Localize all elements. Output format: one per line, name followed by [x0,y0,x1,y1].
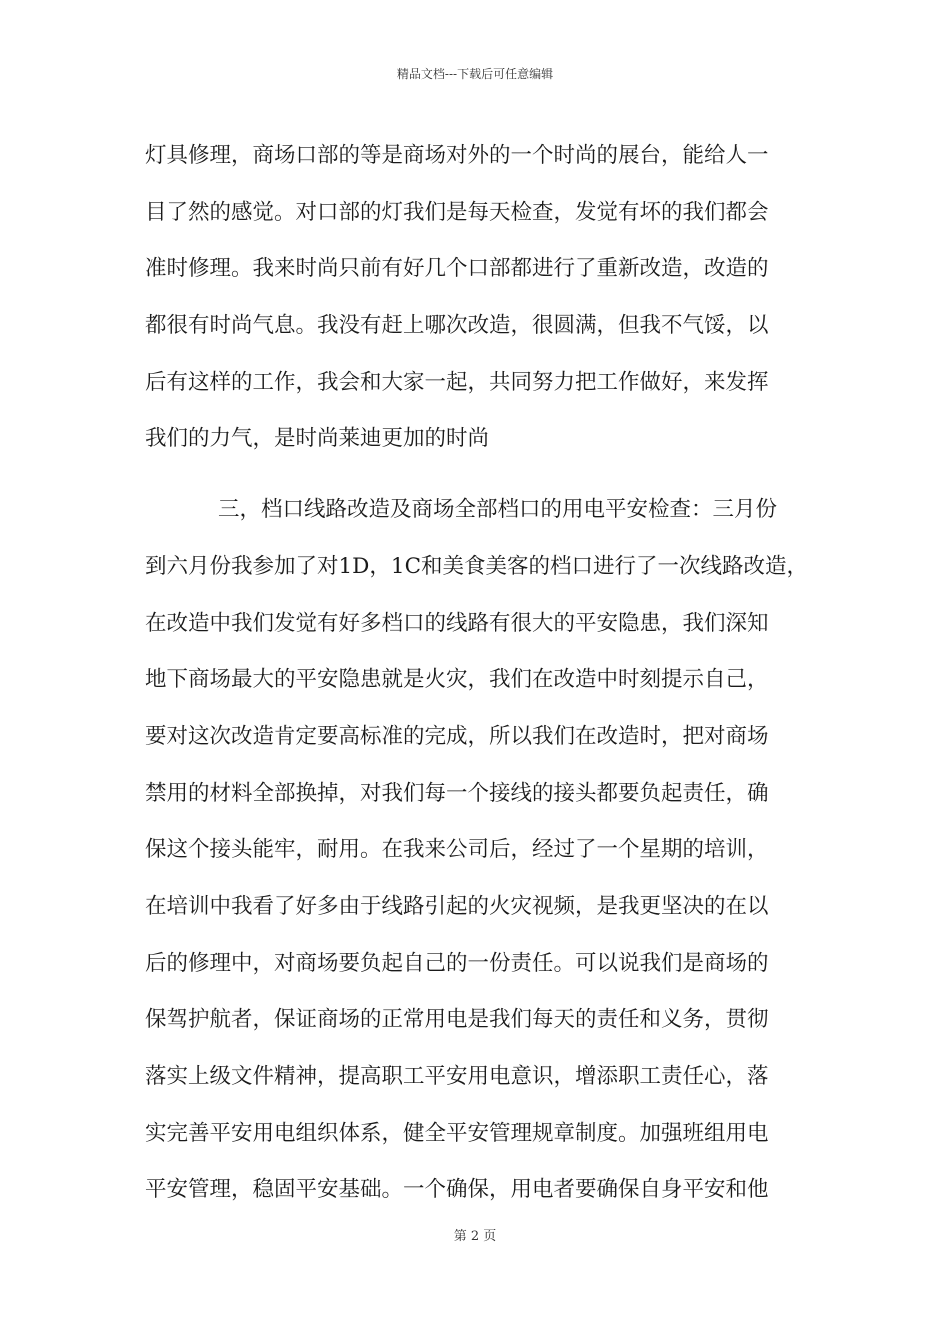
page-header: 精品文档---下载后可任意编辑 [396,67,554,81]
text-line: 平安管理，稳固平安基础。一个确保，用电者要确保自身平安和他 [145,1177,769,1203]
text-line: 后的修理中，对商场要负起自己的一份责任。可以说我们是商场的 [145,950,769,976]
text-line: 灯具修理，商场口部的等是商场对外的一个时尚的展台，能给人一 [145,143,769,168]
text-line: 在培训中我看了好多由于线路引起的火灾视频，是我更坚决的在以 [145,893,769,919]
text-line: 实完善平安用电组织体系，健全平安管理规章制度。加强班组用电 [145,1120,769,1146]
text-line: 我们的力气，是时尚莱迪更加的时尚 [145,426,490,452]
document-body [145,128,825,1219]
text-line: 在改造中我们发觉有好多档口的线路有很大的平安隐患，我们深知 [145,610,769,636]
text-line: 要对这次改造肯定要高标准的完成，所以我们在改造时，把对商场 [145,723,769,749]
text-line: 都很有时尚气息。我没有赶上哪次改造，很圆满，但我不气馁，以 [145,313,769,339]
page-number: 第 2 页 [453,1229,497,1244]
text-line: 三，档口线路改造及商场全部档口的用电平安检查：三月份 [218,497,778,523]
text-line: 禁用的材料全部换掉，对我们每一个接线的接头都要负起责任，确 [145,780,769,806]
text-line: 保这个接头能牢，耐用。在我来公司后，经过了一个星期的培训， [145,837,769,863]
text-line: 目了然的感觉。对口部的灯我们是每天检查，发觉有坏的我们都会 [145,199,769,225]
text-line: 落实上级文件精神，提高职工平安用电意识，增添职工责任心，落 [145,1064,769,1089]
text-line: 准时修理。我来时尚只前有好几个口部都进行了重新改造，改造的 [145,256,769,282]
text-line: 后有这样的工作，我会和大家一起，共同努力把工作做好，来发挥 [145,369,769,395]
text-line: 到六月份我参加了对1D，1C和美食美客的档口进行了一次线路改造， [145,553,809,579]
text-line: 地下商场最大的平安隐患就是火灾，我们在改造中时刻提示自己， [145,667,769,693]
paragraph-2 [145,482,825,1219]
paragraph-1 [145,128,825,468]
text-line: 保驾护航者，保证商场的正常用电是我们每天的责任和义务，贯彻 [145,1007,769,1033]
